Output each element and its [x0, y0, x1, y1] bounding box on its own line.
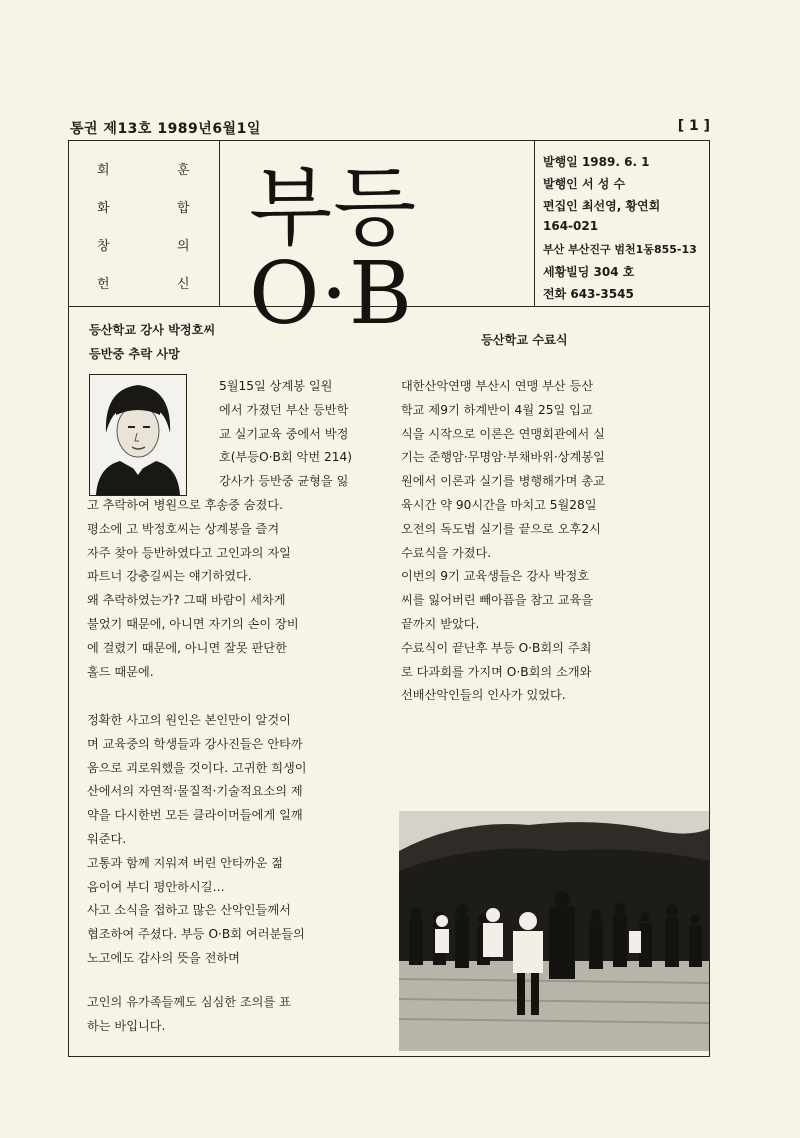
left-headline-1: 등산학교 강사 박정호씨: [89, 323, 216, 337]
motto-title-right: 훈: [177, 163, 190, 178]
newsletter-frame: [68, 140, 710, 1057]
info-line: 편집인 최선영, 황연회: [543, 199, 661, 213]
motto-char: 창: [97, 239, 110, 254]
left-indented-text: [219, 375, 352, 494]
portrait-photo: [89, 374, 187, 496]
text-line: 에서 가졌던 부산 등반학: [219, 402, 349, 417]
page-number: [ 1 ]: [677, 118, 710, 134]
text-line: 약을 다시한번 모든 클라이머들에게 일깨: [87, 808, 303, 823]
info-line: 164-021: [543, 219, 599, 233]
text-line: 씨를 잃어버린 빼아픔을 참고 교육을: [401, 593, 594, 608]
text-line: 파트너 강충길씨는 얘기하였다.: [87, 569, 252, 584]
text-line: 정확한 사고의 원인은 본인만이 알것이: [87, 713, 291, 727]
publication-info: [534, 141, 710, 306]
text-line: 고인의 유가족들께도 심심한 조의를 표: [87, 995, 291, 1009]
info-line: 발행인 서 성 수: [543, 177, 626, 191]
left-headline-2: 등반중 추락 사망: [89, 347, 180, 361]
motto-char: 합: [177, 201, 190, 216]
issue-info: 통권 제13호 1989년6월1일: [70, 121, 261, 137]
text-line: 에 걸렸기 때문에, 아니면 잘못 판단한: [87, 640, 287, 655]
graduation-photo: [399, 811, 709, 1051]
text-line: 사고 소식을 접하고 많은 산악인들께서: [87, 903, 291, 918]
motto-char: 헌: [97, 277, 110, 292]
text-line: 왜 추락하였는가? 그때 바람이 세차게: [87, 593, 286, 608]
text-line: 기는 준행암·무명암·부채바위·상계봉일: [401, 450, 605, 465]
motto-char: 의: [177, 239, 190, 254]
text-line: 워준다.: [87, 831, 127, 846]
text-line: 학교 제9기 하계반이 4월 25일 입교: [401, 402, 593, 417]
text-line: 자주 찾아 등반하였다고 고인과의 자일: [87, 545, 291, 560]
text-line: 고 추락하여 병원으로 후송중 숨졌다.: [87, 498, 283, 512]
text-line: 노고에도 감사의 뜻을 전하며: [87, 950, 240, 965]
text-line: 하는 바입니다.: [87, 1018, 166, 1033]
text-line: 산에서의 자연적·물질적·기술적요소의 제: [87, 784, 303, 799]
text-line: 끝까지 받았다.: [401, 616, 480, 631]
right-headline: 등산학교 수료식: [481, 333, 568, 347]
right-body-text: [401, 375, 605, 708]
info-line: 세황빌딩 304 호: [543, 265, 635, 279]
info-line: 전화 643-3545: [543, 287, 634, 301]
text-line: 협조하여 주셨다. 부등 O·B회 여러분들의: [87, 927, 305, 942]
info-line: 발행일 1989. 6. 1: [543, 155, 650, 169]
graduation-scene: [399, 811, 709, 1051]
text-line: 선배산악인들의 인사가 있었다.: [401, 688, 566, 703]
logo-text: 부등O·B: [249, 158, 418, 344]
left-closing-text: [87, 991, 291, 1039]
text-line: 수료식을 가졌다.: [401, 545, 492, 560]
text-line: 평소에 고 박정호씨는 상계봉을 즐겨: [87, 521, 280, 536]
text-line: 로 다과회를 가지며 O·B회의 소개와: [401, 664, 592, 679]
motto-char: 화: [97, 201, 110, 216]
text-line: 음이여 부디 평안하시길…: [87, 879, 225, 894]
text-line: 며 교육중의 학생들과 강사진들은 안타까: [87, 736, 303, 751]
text-line: 불었기 때문에, 아니면 자기의 손이 장비: [87, 616, 299, 631]
left-body-text-2: [87, 709, 307, 971]
issue-line: [70, 118, 710, 140]
info-line: 부산 부산진구 범천1동855-13: [543, 243, 697, 256]
motto-title-left: 회: [97, 163, 110, 178]
text-line: 오전의 독도법 실기를 끝으로 오후2시: [401, 521, 601, 536]
text-line: 강사가 등반중 균형을 잃: [219, 474, 349, 489]
text-line: 움으로 괴로워했을 것이다. 고귀한 희생이: [87, 760, 307, 775]
portrait-illustration: [90, 375, 186, 495]
left-body-text: [87, 494, 299, 684]
text-line: 육시간 약 90시간을 마치고 5월28일: [401, 497, 597, 512]
text-line: 5월15일 상계봉 일원: [219, 379, 333, 393]
text-line: 호(부등O·B회 악번 214): [219, 450, 352, 465]
newsletter-logo: [219, 141, 534, 344]
text-line: 고통과 함께 지워져 버린 안타까운 젊: [87, 855, 283, 870]
motto-char: 신: [177, 277, 190, 292]
motto-box: [69, 141, 220, 306]
text-line: 이번의 9기 교육생들은 강사 박정호: [401, 569, 590, 584]
text-line: 수료식이 끝난후 부등 O·B회의 주최: [401, 640, 592, 655]
text-line: 교 실기교육 중에서 박정: [219, 426, 349, 441]
text-line: 홀드 때문에.: [87, 664, 154, 679]
text-line: 대한산악연맹 부산시 연맹 부산 등산: [401, 379, 594, 393]
text-line: 원에서 이론과 실기를 병행해가며 총교: [401, 474, 605, 489]
text-line: 식을 시작으로 이론은 연맹회관에서 실: [401, 426, 605, 441]
